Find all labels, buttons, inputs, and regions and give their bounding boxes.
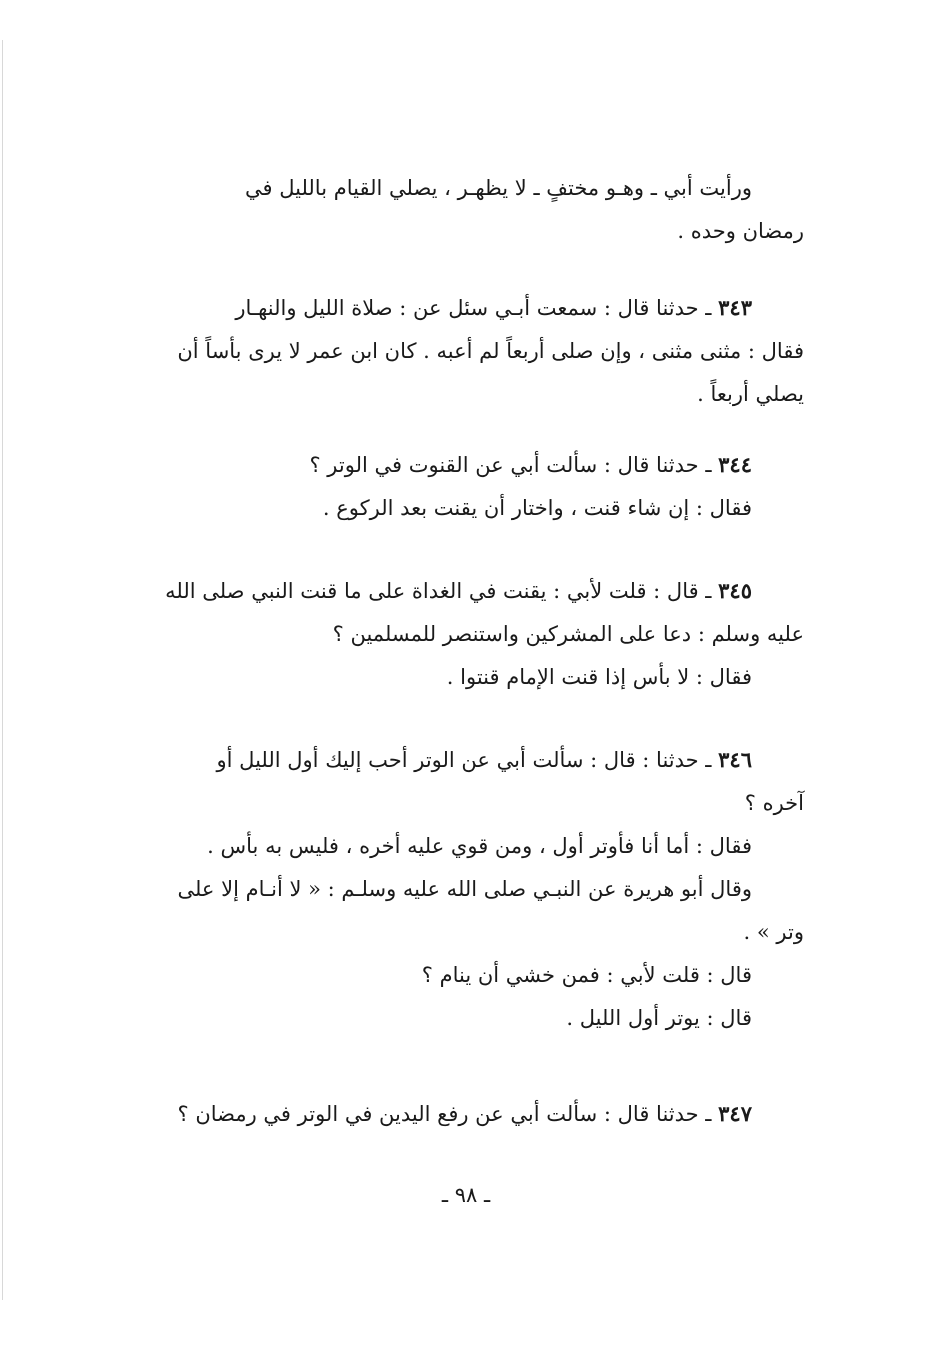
text-line: قال : قلت لأبي : فمن خشي أن ينام ؟	[421, 963, 752, 987]
text-line: ٣٤٣ ـ حدثنا قال : سمعت أبـي سئل عن : صلاة الليل والنهـار	[235, 295, 752, 320]
paragraph-343	[158, 286, 804, 416]
text-line: فقال : مثنى مثنى ، وإن صلى أربعاً لم أعبه . كان ابن عمر لا يرى بأساً أن	[177, 339, 804, 363]
text-line: رمضان وحده .	[677, 219, 804, 243]
page-number: ـ ٩٨ ـ	[441, 1183, 491, 1207]
paragraph-number: ٣٤٥	[718, 578, 752, 603]
text-line: ٣٤٤ ـ حدثنا قال : سألت أبي عن القنوت في الوتر ؟	[309, 452, 752, 477]
paragraph-345	[158, 569, 804, 699]
paragraph-intro	[158, 167, 804, 253]
text-line: عليه وسلم : دعا على المشركين واستنصر للمسلمين ؟	[332, 622, 804, 646]
paragraph-344	[158, 443, 804, 530]
text-line: فقال : أما أنا فأوتر أول ، ومن قوي عليه أخره ، فليس به بأس .	[207, 834, 752, 858]
paragraph-number: ٣٤٣	[718, 295, 752, 320]
paragraph-number: ٣٤٦	[718, 747, 752, 772]
scan-edge-line	[2, 40, 3, 1300]
text-line: فقال : لا بأس إذا قنت الإمام قنتوا .	[446, 665, 752, 689]
paragraph-346	[158, 738, 804, 1040]
text-line: ٣٤٥ ـ قال : قلت لأبي : يقنت في الغداة على ما قنت النبي صلى الله	[165, 578, 752, 603]
text-line: قال : يوتر أول الليل .	[566, 1006, 752, 1030]
text-line: وقال أبو هريرة عن النبـي صلى الله عليه وسلـم : « لا أنـام إلا على	[177, 877, 752, 901]
text-line: ورأيت أبي ـ وهـو مختفٍ ـ لا يظهـر ، يصلي القيام بالليل في	[245, 176, 752, 200]
paragraph-number: ٣٤٤	[718, 452, 752, 477]
paragraph-number: ٣٤٧	[718, 1101, 752, 1126]
paragraph-347	[158, 1092, 804, 1136]
text-line: وتر » .	[743, 920, 804, 944]
text-line: آخره ؟	[744, 791, 804, 815]
text-line: ٣٤٧ ـ حدثنا قال : سألت أبي عن رفع اليدين في الوتر في رمضان ؟	[177, 1101, 752, 1126]
text-line: فقال : إن شاء قنت ، واختار أن يقنت بعد الركوع .	[322, 496, 752, 520]
text-line: ٣٤٦ ـ حدثنا : قال : سألت أبي عن الوتر أحب إليك أول الليل أو	[216, 747, 752, 772]
text-line: يصلي أربعاً .	[697, 382, 804, 406]
